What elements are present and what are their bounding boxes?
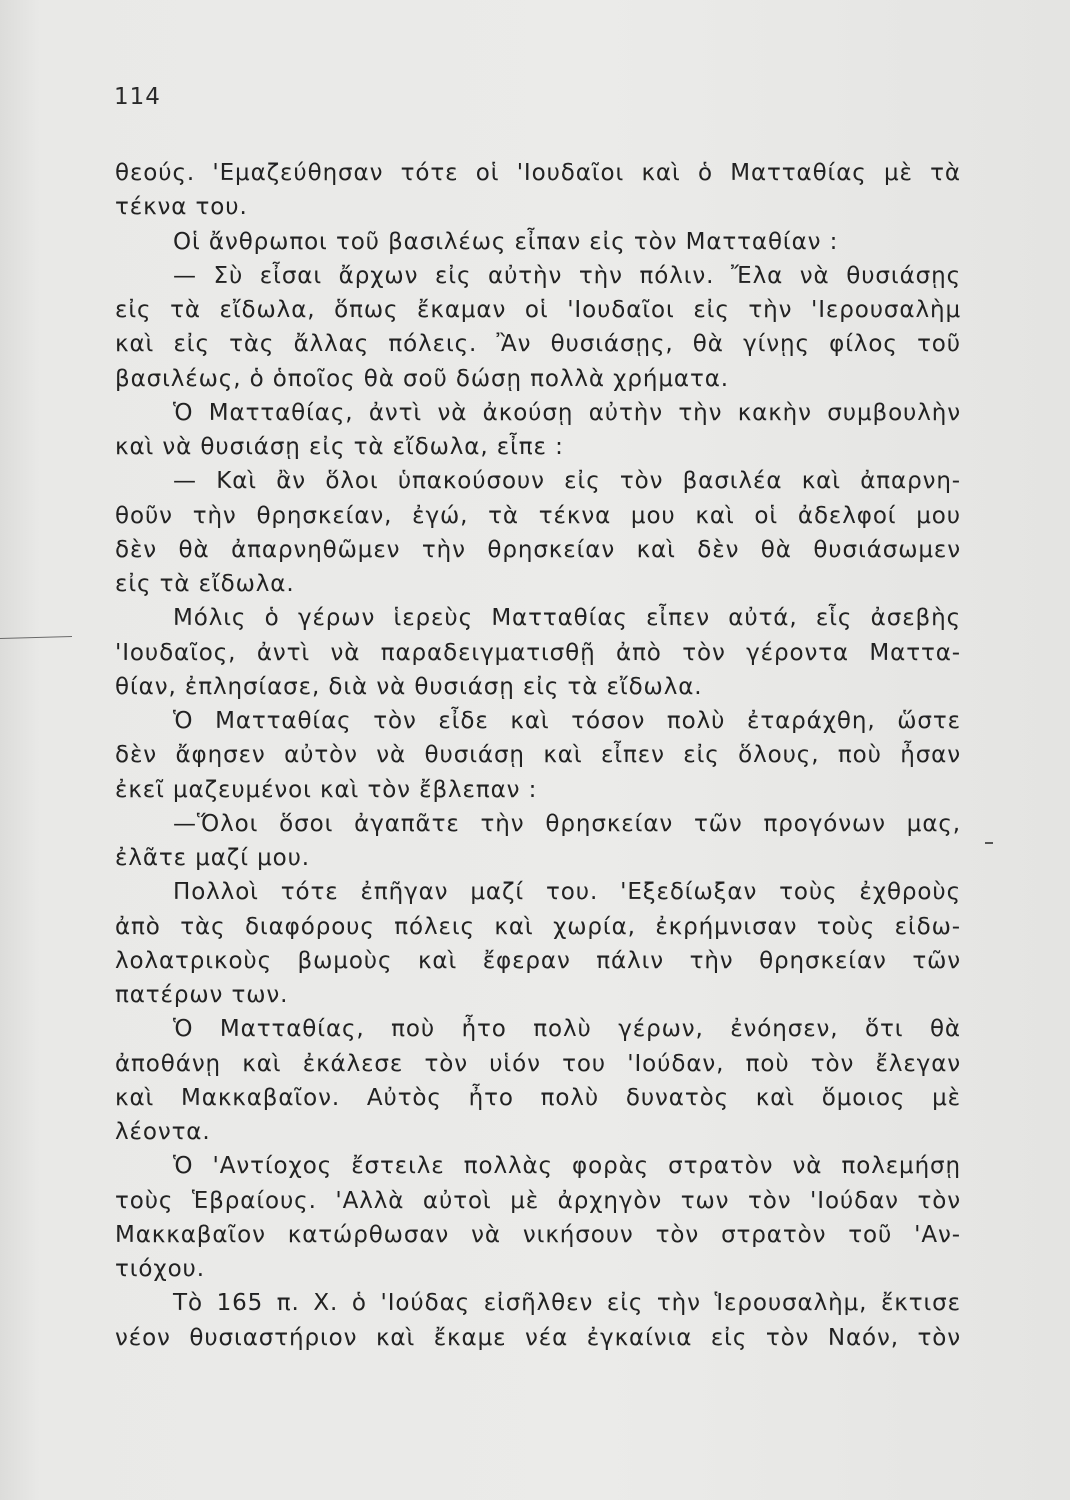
text-line: δὲν ἄφησεν αὐτὸν νὰ θυσιάσῃ καὶ εἶπεν εἰς ὅλους, ποὺ ἦσαν xyxy=(115,742,961,769)
text-line: δὲν θὰ ἀπαρνηθῶμεν τὴν θρησκείαν καὶ δὲν θὰ θυσιάσωμεν xyxy=(115,536,961,563)
text-line: Ὁ Ματταθίας, ἀντὶ νὰ ἀκούσῃ αὐτὴν τὴν κακὴν συμβουλὴν xyxy=(173,399,961,426)
text-line: τιόχου. xyxy=(115,1256,205,1282)
text-line: Ὁ Ματταθίας, ποὺ ἦτο πολὺ γέρων, ἐνόησεν, ὅτι θὰ xyxy=(173,1016,961,1043)
text-line: καὶ Μακκαβαῖον. Αὐτὸς ἦτο πολὺ δυνατὸς καὶ ὅμοιος μὲ xyxy=(115,1084,961,1111)
text-line: ἐλᾶτε μαζί μου. xyxy=(115,845,311,871)
text-line: θοῦν τὴν θρησκείαν, ἐγώ, τὰ τέκνα μου καὶ οἱ ἀδελφοί μου xyxy=(115,502,961,529)
text-line: Μόλις ὁ γέρων ἱερεὺς Ματταθίας εἶπεν αὐτά, εἷς ἀσεβὴς xyxy=(173,605,961,632)
text-line: Τὸ 165 π. Χ. ὁ 'Ιούδας εἰσῆλθεν εἰς τὴν Ἱερουσαλὴμ, ἔκτισε xyxy=(173,1290,961,1317)
text-line: Μακκαβαῖον κατώρθωσαν νὰ νικήσουν τὸν στρατὸν τοῦ 'Αν- xyxy=(115,1221,961,1248)
text-line: ἀποθάνῃ καὶ ἐκάλεσε τὸν υἱόν του 'Ιούδαν, ποὺ τὸν ἔλεγαν xyxy=(115,1050,961,1077)
text-line: λέοντα. xyxy=(115,1119,211,1145)
margin-dash-mark xyxy=(985,842,993,844)
text-line: εἰς τὰ εἴδωλα, ὅπως ἔκαμαν οἱ 'Ιουδαῖοι εἰς τὴν 'Ιερουσαλὴμ xyxy=(115,297,961,323)
text-line: Ὁ Ματταθίας τὸν εἶδε καὶ τόσον πολὺ ἐταράχθη, ὥστε xyxy=(173,708,961,734)
text-line: τέκνα του. xyxy=(115,194,248,221)
text-line: λολατρικοὺς βωμοὺς καὶ ἔφεραν πάλιν τὴν θρησκείαν τῶν xyxy=(115,947,961,974)
text-line: πατέρων των. xyxy=(115,982,289,1008)
text-line: θίαν, ἐπλησίασε, διὰ νὰ θυσιάσῃ εἰς τὰ εἴδωλα. xyxy=(115,673,703,700)
text-line: Ὁ 'Αντίοχος ἔστειλε πολλὰς φορὰς στρατὸν νὰ πολεμήσῃ xyxy=(173,1153,961,1180)
page-number: 114 xyxy=(114,84,161,110)
text-line: θεούς. 'Εμαζεύθησαν τότε οἱ 'Ιουδαῖοι καὶ ὁ Ματταθίας μὲ τὰ xyxy=(115,160,961,186)
text-line: Οἱ ἄνθρωποι τοῦ βασιλέως εἶπαν εἰς τὸν Ματταθίαν : xyxy=(173,228,839,255)
text-line: καὶ εἰς τὰς ἄλλας πόλεις. Ἂν θυσιάσῃς, θὰ γίνῃς φίλος τοῦ xyxy=(115,331,961,358)
text-line: Πολλοὶ τότε ἐπῆγαν μαζί του. 'Εξεδίωξαν τοὺς ἐχθροὺς xyxy=(173,879,961,906)
text-line: 'Ιουδαῖος, ἀντὶ νὰ παραδειγματισθῇ ἀπὸ τὸν γέροντα Ματτα- xyxy=(115,639,961,666)
text-line: τοὺς Ἑβραίους. 'Αλλὰ αὐτοὶ μὲ ἀρχηγὸν των τὸν 'Ιούδαν τὸν xyxy=(115,1187,961,1214)
text-line: εἰς τὰ εἴδωλα. xyxy=(115,571,295,597)
text-line: ἀπὸ τὰς διαφόρους πόλεις καὶ χωρία, ἐκρήμνισαν τοὺς εἰδω- xyxy=(115,913,961,940)
text-line: —Ὅλοι ὅσοι ἀγαπᾶτε τὴν θρησκείαν τῶν προγόνων μας, xyxy=(173,810,961,837)
text-line: καὶ νὰ θυσιάσῃ εἰς τὰ εἴδωλα, εἶπε : xyxy=(115,434,564,460)
text-line: βασιλέως, ὁ ὁποῖος θὰ σοῦ δώσῃ πολλὰ χρήματα. xyxy=(115,365,729,392)
text-line: — Καὶ ἂν ὅλοι ὑπακούσουν εἰς τὸν βασιλέα καὶ ἀπαρνη- xyxy=(173,468,961,495)
margin-pencil-mark xyxy=(0,636,72,639)
text-line: ἐκεῖ μαζευμένοι καὶ τὸν ἔβλεπαν : xyxy=(115,776,538,803)
text-line: νέον θυσιαστήριον καὶ ἔκαμε νέα ἐγκαίνια εἰς τὸν Ναόν, τὸν xyxy=(115,1324,961,1351)
body-text xyxy=(115,156,961,1355)
text-line: — Σὺ εἶσαι ἄρχων εἰς αὐτὴν τὴν πόλιν. Ἔλα νὰ θυσιάσῃς xyxy=(173,262,961,289)
